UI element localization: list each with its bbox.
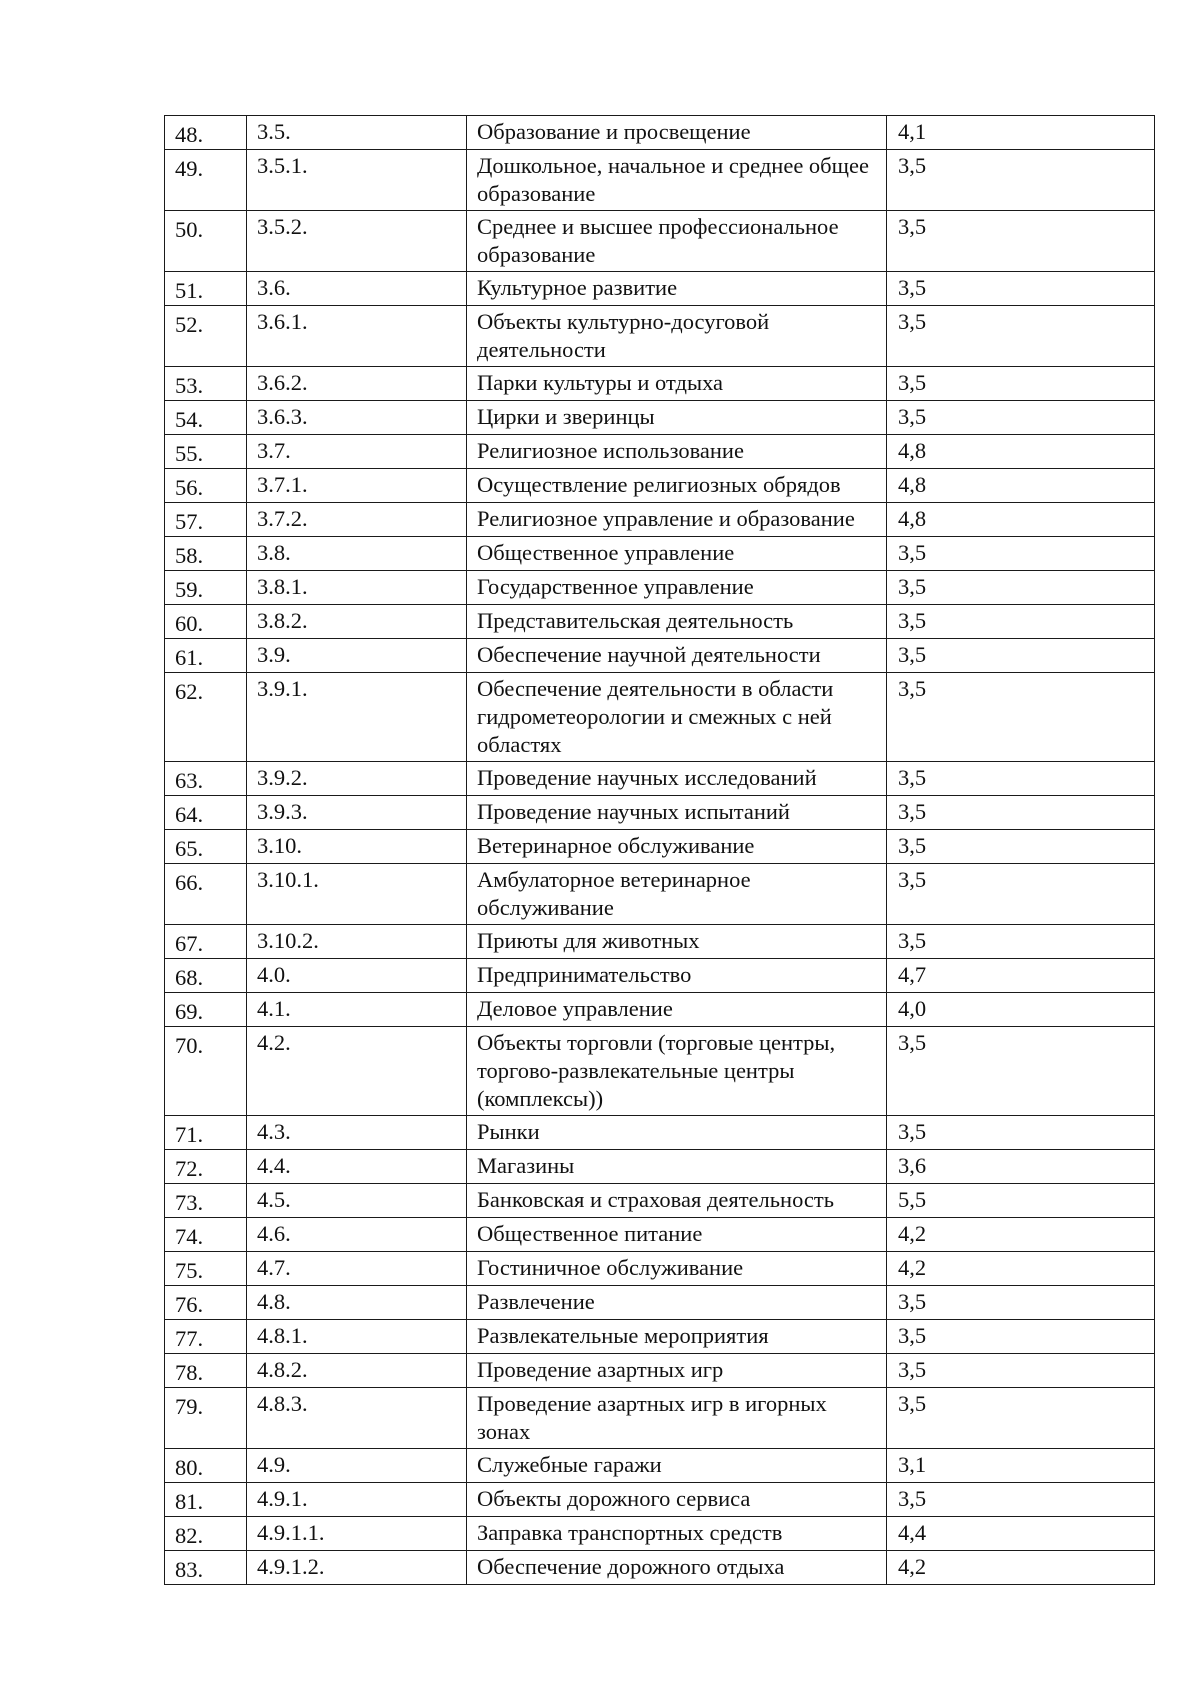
table-row (165, 469, 1155, 503)
row-number-cell: 57. (165, 503, 247, 537)
table-row (165, 1551, 1155, 1585)
table-row (165, 306, 1155, 367)
land-use-name-cell: Дошкольное, начальное и среднее общее образование (467, 150, 887, 211)
code-cell: 3.7. (247, 435, 467, 469)
value-cell: 3,5 (887, 830, 1155, 864)
row-number-cell: 74. (165, 1218, 247, 1252)
row-number-cell: 64. (165, 796, 247, 830)
value-cell: 3,5 (887, 1354, 1155, 1388)
code-cell: 4.9. (247, 1449, 467, 1483)
table-body (165, 116, 1155, 1585)
value-cell: 3,5 (887, 1027, 1155, 1116)
value-cell: 4,8 (887, 435, 1155, 469)
table-row (165, 762, 1155, 796)
land-use-name-cell: Приюты для животных (467, 925, 887, 959)
land-use-name-cell: Обеспечение дорожного отдыха (467, 1551, 887, 1585)
land-use-name-cell: Цирки и зверинцы (467, 401, 887, 435)
code-cell: 4.8.2. (247, 1354, 467, 1388)
value-cell: 3,5 (887, 211, 1155, 272)
row-number-cell: 78. (165, 1354, 247, 1388)
value-cell: 4,1 (887, 116, 1155, 150)
value-cell: 3,5 (887, 1388, 1155, 1449)
land-use-name-cell: Государственное управление (467, 571, 887, 605)
table-row (165, 272, 1155, 306)
code-cell: 3.10.1. (247, 864, 467, 925)
value-cell: 4,4 (887, 1517, 1155, 1551)
value-cell: 5,5 (887, 1184, 1155, 1218)
table-row (165, 864, 1155, 925)
value-cell: 3,5 (887, 796, 1155, 830)
value-cell: 4,7 (887, 959, 1155, 993)
land-use-name-cell: Общественное питание (467, 1218, 887, 1252)
value-cell: 3,5 (887, 762, 1155, 796)
land-use-table (164, 115, 1155, 1585)
land-use-name-cell: Развлекательные мероприятия (467, 1320, 887, 1354)
value-cell: 4,8 (887, 503, 1155, 537)
code-cell: 3.6. (247, 272, 467, 306)
code-cell: 4.3. (247, 1116, 467, 1150)
value-cell: 4,2 (887, 1218, 1155, 1252)
table-row (165, 1388, 1155, 1449)
table-row (165, 1320, 1155, 1354)
land-use-name-cell: Банковская и страховая деятельность (467, 1184, 887, 1218)
row-number-cell: 81. (165, 1483, 247, 1517)
code-cell: 4.8.1. (247, 1320, 467, 1354)
code-cell: 4.4. (247, 1150, 467, 1184)
row-number-cell: 67. (165, 925, 247, 959)
value-cell: 3,5 (887, 537, 1155, 571)
code-cell: 3.9.1. (247, 673, 467, 762)
table-row (165, 1027, 1155, 1116)
value-cell: 3,5 (887, 605, 1155, 639)
row-number-cell: 51. (165, 272, 247, 306)
land-use-name-cell: Рынки (467, 1116, 887, 1150)
code-cell: 3.5.2. (247, 211, 467, 272)
land-use-name-cell: Деловое управление (467, 993, 887, 1027)
row-number-cell: 70. (165, 1027, 247, 1116)
code-cell: 3.8. (247, 537, 467, 571)
row-number-cell: 49. (165, 150, 247, 211)
value-cell: 3,5 (887, 1483, 1155, 1517)
land-use-name-cell: Гостиничное обслуживание (467, 1252, 887, 1286)
table-row (165, 605, 1155, 639)
value-cell: 3,5 (887, 401, 1155, 435)
value-cell: 3,5 (887, 673, 1155, 762)
land-use-name-cell: Осуществление религиозных обрядов (467, 469, 887, 503)
row-number-cell: 71. (165, 1116, 247, 1150)
code-cell: 4.2. (247, 1027, 467, 1116)
row-number-cell: 61. (165, 639, 247, 673)
land-use-name-cell: Развлечение (467, 1286, 887, 1320)
land-use-name-cell: Обеспечение деятельности в области гидрометеорологии и смежных с ней областях (467, 673, 887, 762)
row-number-cell: 59. (165, 571, 247, 605)
table-row (165, 1483, 1155, 1517)
row-number-cell: 54. (165, 401, 247, 435)
land-use-name-cell: Религиозное управление и образование (467, 503, 887, 537)
code-cell: 3.9.3. (247, 796, 467, 830)
land-use-name-cell: Предпринимательство (467, 959, 887, 993)
row-number-cell: 68. (165, 959, 247, 993)
row-number-cell: 48. (165, 116, 247, 150)
code-cell: 4.5. (247, 1184, 467, 1218)
table-row (165, 1286, 1155, 1320)
land-use-name-cell: Обеспечение научной деятельности (467, 639, 887, 673)
code-cell: 4.9.1.1. (247, 1517, 467, 1551)
land-use-name-cell: Объекты дорожного сервиса (467, 1483, 887, 1517)
value-cell: 3,5 (887, 1320, 1155, 1354)
row-number-cell: 79. (165, 1388, 247, 1449)
code-cell: 3.9. (247, 639, 467, 673)
row-number-cell: 69. (165, 993, 247, 1027)
table-row (165, 367, 1155, 401)
table-row (165, 830, 1155, 864)
row-number-cell: 53. (165, 367, 247, 401)
table-row (165, 959, 1155, 993)
row-number-cell: 76. (165, 1286, 247, 1320)
table-row (165, 673, 1155, 762)
row-number-cell: 66. (165, 864, 247, 925)
value-cell: 3,5 (887, 925, 1155, 959)
row-number-cell: 52. (165, 306, 247, 367)
code-cell: 3.7.2. (247, 503, 467, 537)
value-cell: 3,5 (887, 272, 1155, 306)
land-use-name-cell: Религиозное использование (467, 435, 887, 469)
table-row (165, 1150, 1155, 1184)
table-row (165, 925, 1155, 959)
value-cell: 3,5 (887, 864, 1155, 925)
row-number-cell: 75. (165, 1252, 247, 1286)
row-number-cell: 58. (165, 537, 247, 571)
land-use-name-cell: Магазины (467, 1150, 887, 1184)
code-cell: 3.10.2. (247, 925, 467, 959)
code-cell: 4.7. (247, 1252, 467, 1286)
land-use-name-cell: Парки культуры и отдыха (467, 367, 887, 401)
land-use-name-cell: Заправка транспортных средств (467, 1517, 887, 1551)
table-row (165, 1449, 1155, 1483)
table-row (165, 1116, 1155, 1150)
table-row (165, 1517, 1155, 1551)
row-number-cell: 83. (165, 1551, 247, 1585)
code-cell: 4.9.1.2. (247, 1551, 467, 1585)
row-number-cell: 62. (165, 673, 247, 762)
land-use-name-cell: Проведение азартных игр в игорных зонах (467, 1388, 887, 1449)
land-use-name-cell: Общественное управление (467, 537, 887, 571)
value-cell: 4,8 (887, 469, 1155, 503)
code-cell: 3.6.3. (247, 401, 467, 435)
code-cell: 3.8.2. (247, 605, 467, 639)
value-cell: 4,2 (887, 1252, 1155, 1286)
value-cell: 3,5 (887, 571, 1155, 605)
row-number-cell: 55. (165, 435, 247, 469)
value-cell: 3,5 (887, 150, 1155, 211)
code-cell: 3.5. (247, 116, 467, 150)
table-row (165, 401, 1155, 435)
table-row (165, 537, 1155, 571)
code-cell: 3.6.2. (247, 367, 467, 401)
table-row (165, 639, 1155, 673)
land-use-name-cell: Проведение азартных игр (467, 1354, 887, 1388)
value-cell: 3,5 (887, 1286, 1155, 1320)
land-use-name-cell: Ветеринарное обслуживание (467, 830, 887, 864)
code-cell: 4.9.1. (247, 1483, 467, 1517)
table-row (165, 571, 1155, 605)
table-row (165, 993, 1155, 1027)
table-row (165, 503, 1155, 537)
table-row (165, 1252, 1155, 1286)
row-number-cell: 73. (165, 1184, 247, 1218)
code-cell: 4.8.3. (247, 1388, 467, 1449)
land-use-name-cell: Представительская деятельность (467, 605, 887, 639)
row-number-cell: 82. (165, 1517, 247, 1551)
row-number-cell: 77. (165, 1320, 247, 1354)
value-cell: 4,2 (887, 1551, 1155, 1585)
land-use-name-cell: Среднее и высшее профессиональное образование (467, 211, 887, 272)
land-use-name-cell: Амбулаторное ветеринарное обслуживание (467, 864, 887, 925)
row-number-cell: 63. (165, 762, 247, 796)
value-cell: 3,1 (887, 1449, 1155, 1483)
land-use-name-cell: Объекты культурно-досуговой деятельности (467, 306, 887, 367)
code-cell: 4.0. (247, 959, 467, 993)
code-cell: 3.7.1. (247, 469, 467, 503)
code-cell: 4.1. (247, 993, 467, 1027)
value-cell: 3,5 (887, 639, 1155, 673)
table-row (165, 116, 1155, 150)
row-number-cell: 72. (165, 1150, 247, 1184)
value-cell: 3,5 (887, 306, 1155, 367)
table-row (165, 796, 1155, 830)
code-cell: 3.6.1. (247, 306, 467, 367)
code-cell: 3.10. (247, 830, 467, 864)
code-cell: 3.8.1. (247, 571, 467, 605)
row-number-cell: 80. (165, 1449, 247, 1483)
land-use-name-cell: Проведение научных исследований (467, 762, 887, 796)
value-cell: 3,5 (887, 1116, 1155, 1150)
table-row (165, 150, 1155, 211)
land-use-name-cell: Культурное развитие (467, 272, 887, 306)
land-use-name-cell: Объекты торговли (торговые центры, торгово-развлекательные центры (комплексы)) (467, 1027, 887, 1116)
row-number-cell: 56. (165, 469, 247, 503)
value-cell: 4,0 (887, 993, 1155, 1027)
value-cell: 3,6 (887, 1150, 1155, 1184)
row-number-cell: 60. (165, 605, 247, 639)
land-use-name-cell: Образование и просвещение (467, 116, 887, 150)
value-cell: 3,5 (887, 367, 1155, 401)
table-row (165, 435, 1155, 469)
code-cell: 3.5.1. (247, 150, 467, 211)
table-row (165, 1354, 1155, 1388)
code-cell: 4.6. (247, 1218, 467, 1252)
land-use-name-cell: Служебные гаражи (467, 1449, 887, 1483)
code-cell: 3.9.2. (247, 762, 467, 796)
code-cell: 4.8. (247, 1286, 467, 1320)
row-number-cell: 65. (165, 830, 247, 864)
row-number-cell: 50. (165, 211, 247, 272)
table-row (165, 1184, 1155, 1218)
table-row (165, 211, 1155, 272)
table-row (165, 1218, 1155, 1252)
land-use-name-cell: Проведение научных испытаний (467, 796, 887, 830)
